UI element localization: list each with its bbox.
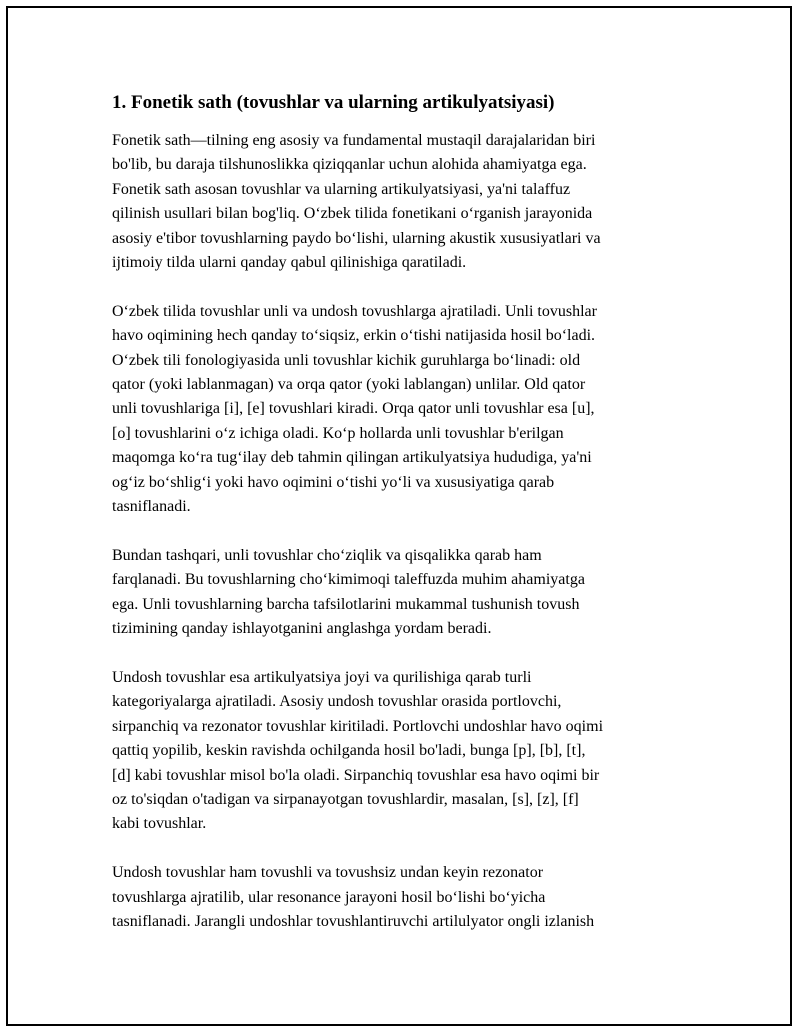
text-line: qilinish usullari bilan bog'liq. O‘zbek tilida fonetikani o‘rganish jarayonida bbox=[112, 205, 593, 223]
text-line: [d] kabi tovushlar misol bo'la oladi. Sirpanchiq tovushlar esa havo oqimi bir bbox=[112, 766, 600, 784]
paragraph-4 bbox=[112, 666, 692, 837]
paragraph-3 bbox=[112, 544, 692, 642]
text-line: [o] tovushlarini o‘z ichiga oladi. Ko‘p hollarda unli tovushlar b'erilgan bbox=[112, 424, 564, 442]
text-line: tasniflanadi. Jarangli undoshlar tovushlantiruvchi artilulyator ongli izlanish bbox=[112, 912, 595, 930]
text-line: asosiy e'tibor tovushlarning paydo bo‘lishi, ularning akustik xususiyatlari va bbox=[112, 229, 601, 247]
text-line: havo oqimining hech qanday to‘siqsiz, erkin o‘tishi natijasida hosil bo‘ladi. bbox=[112, 327, 596, 345]
text-line: Bundan tashqari, unli tovushlar cho‘ziqlik va qisqalikka qarab ham bbox=[112, 546, 542, 564]
text-line: qattiq yopilib, keskin ravishda ochilganda hosil bo'ladi, bunga [p], [b], [t], bbox=[112, 742, 586, 760]
text-line: maqomga ko‘ra tug‘ilay deb tahmin qilingan artikulyatsiya hududiga, ya'ni bbox=[112, 449, 592, 467]
text-line: oz to'siqdan o'tadigan va sirpanayotgan tovushlardir, masalan, [s], [z], [f] bbox=[112, 790, 579, 808]
text-line: Undosh tovushlar ham tovushli va tovushsiz undan keyin rezonator bbox=[112, 864, 544, 882]
text-line: farqlanadi. Bu tovushlarning cho‘kimimoqi taleffuzda muhim ahamiyatga bbox=[112, 571, 585, 589]
text-line: unli tovushlariga [i], [e] tovushlari kiradi. Orqa qator unli tovushlar esa [u], bbox=[112, 400, 595, 418]
text-line: og‘iz bo‘shlig‘i yoki havo oqimini o‘tishi yo‘li va xususiyatiga qarab bbox=[112, 473, 555, 491]
text-line: Fonetik sath—tilning eng asosiy va fundamental mustaqil darajalaridan biri bbox=[112, 132, 596, 149]
text-line: kategoriyalarga ajratiladi. Asosiy undosh tovushlar orasida portlovchi, bbox=[112, 693, 562, 711]
paragraph-2 bbox=[112, 300, 692, 520]
text-line: ega. Unli tovushlarning barcha tafsilotlarini mukammal tushunish tovush bbox=[112, 595, 580, 613]
text-line: Fonetik sath asosan tovushlar va ularning artikulyatsiyasi, ya'ni talaffuz bbox=[112, 180, 571, 198]
document-body bbox=[112, 90, 692, 959]
text-line: Undosh tovushlar esa artikulyatsiya joyi va qurilishiga qarab turli bbox=[112, 668, 532, 686]
text-line: kabi tovushlar. bbox=[112, 815, 207, 833]
paragraph-5 bbox=[112, 861, 692, 934]
text-line: bo'lib, bu daraja tilshunoslikka qiziqqanlar uchun alohida ahamiyatga ega. bbox=[112, 156, 587, 174]
section-heading: 1. Fonetik sath (tovushlar va ularning artikulyatsiyasi) bbox=[112, 92, 555, 113]
text-line: tasniflanadi. bbox=[112, 498, 191, 516]
text-line: tovushlarga ajratilib, ular resonance jarayoni hosil bo‘lishi bo‘yicha bbox=[112, 888, 546, 906]
text-line: O‘zbek tilida tovushlar unli va undosh tovushlarga ajratiladi. Unli tovushlar bbox=[112, 302, 597, 320]
text-line: sirpanchiq va rezonator tovushlar kiritiladi. Portlovchi undoshlar havo oqimi bbox=[112, 717, 604, 735]
text-line: O‘zbek tili fonologiyasida unli tovushlar kichik guruhlarga bo‘linadi: old bbox=[112, 351, 581, 369]
text-line: ijtimoiy tilda ularni qanday qabul qilinishiga qaratiladi. bbox=[112, 254, 467, 272]
text-line: tizimining qanday ishlayotganini anglashga yordam beradi. bbox=[112, 620, 492, 638]
paragraph-1 bbox=[112, 129, 692, 275]
text-line: qator (yoki lablanmagan) va orqa qator (yoki lablangan) unlilar. Old qator bbox=[112, 376, 586, 394]
